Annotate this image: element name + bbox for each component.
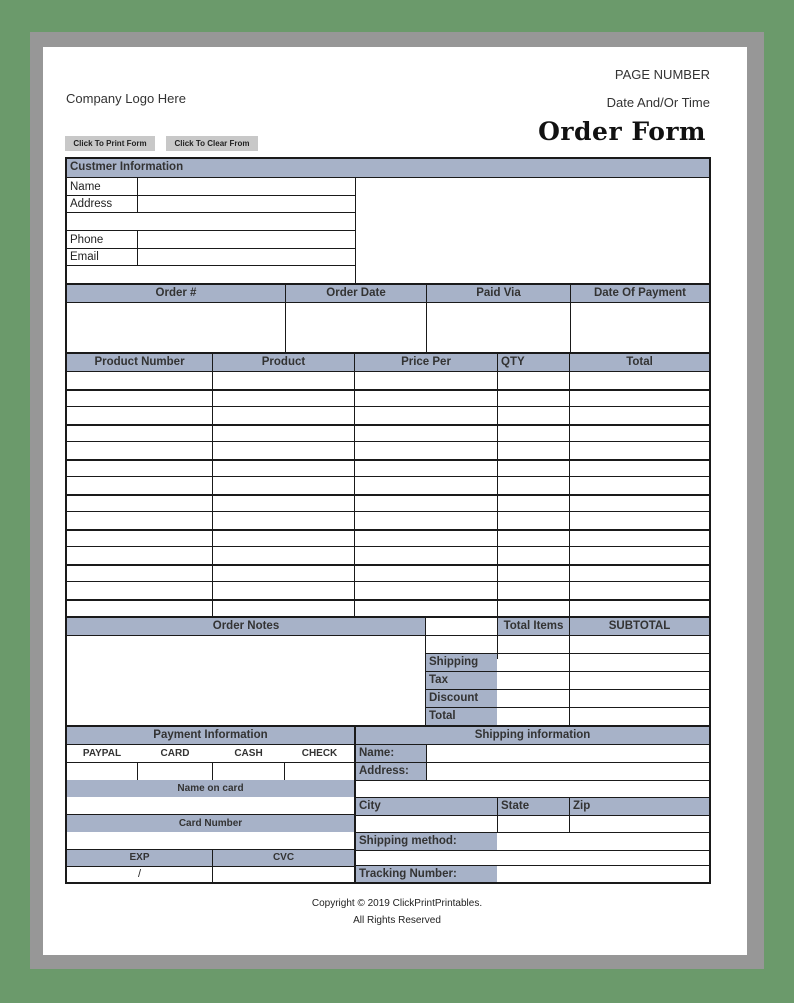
price-per-cell[interactable] bbox=[355, 460, 497, 477]
paid-via-header: Paid Via bbox=[427, 285, 570, 302]
price-per-cell[interactable] bbox=[355, 512, 497, 529]
order-date-input[interactable] bbox=[286, 303, 426, 352]
shipping-extra-input[interactable] bbox=[356, 851, 709, 865]
payment-method-card: CARD bbox=[160, 748, 190, 759]
zip-label: Zip bbox=[570, 798, 709, 815]
payment-method-paypal: PAYPAL bbox=[82, 748, 122, 759]
name-on-card-input[interactable] bbox=[67, 797, 354, 814]
customer-email-label: Email bbox=[70, 251, 99, 263]
city-input[interactable] bbox=[356, 816, 497, 832]
product-number-cell[interactable] bbox=[67, 530, 212, 547]
order-form bbox=[65, 157, 711, 884]
qty-cell[interactable] bbox=[498, 425, 569, 442]
payment-header: Payment Information bbox=[67, 727, 354, 744]
exp-header: EXP bbox=[67, 850, 212, 866]
tracking-number-label: Tracking Number: bbox=[356, 866, 497, 882]
page-number: PAGE NUMBER bbox=[614, 67, 710, 82]
qty-cell[interactable] bbox=[498, 600, 569, 617]
qty-cell[interactable] bbox=[498, 512, 569, 529]
qty-cell[interactable] bbox=[498, 372, 569, 389]
check-checkbox[interactable] bbox=[285, 763, 354, 780]
product-number-cell[interactable] bbox=[67, 372, 212, 389]
product-number-cell[interactable] bbox=[67, 512, 212, 529]
qty-cell[interactable] bbox=[498, 530, 569, 547]
price-per-cell[interactable] bbox=[355, 530, 497, 547]
date-of-payment-header: Date Of Payment bbox=[571, 285, 709, 302]
price-per-cell[interactable] bbox=[355, 565, 497, 582]
product-cell[interactable] bbox=[213, 390, 354, 407]
qty-cell[interactable] bbox=[498, 582, 569, 599]
date-time: Date And/Or Time bbox=[606, 95, 710, 110]
price-per-header: Price Per bbox=[355, 354, 497, 371]
shipping-cost-input[interactable] bbox=[570, 654, 709, 671]
product-cell[interactable] bbox=[213, 477, 354, 494]
grand-total-label: Total bbox=[426, 708, 497, 725]
qty-cell[interactable] bbox=[498, 495, 569, 512]
shipping-header: Shipping information bbox=[356, 727, 709, 744]
order-date-header: Order Date bbox=[286, 285, 426, 302]
price-per-cell[interactable] bbox=[355, 390, 497, 407]
subtotal-header: SUBTOTAL bbox=[570, 618, 709, 635]
product-number-cell[interactable] bbox=[67, 425, 212, 442]
ship-address-input[interactable] bbox=[427, 763, 709, 780]
customer-email-input[interactable] bbox=[138, 249, 355, 266]
product-cell[interactable] bbox=[213, 565, 354, 582]
ship-name-label: Name: bbox=[356, 745, 426, 762]
card-number-input[interactable] bbox=[67, 832, 354, 849]
exp-input[interactable] bbox=[67, 867, 212, 882]
qty-cell[interactable] bbox=[498, 565, 569, 582]
total-cell[interactable] bbox=[570, 460, 709, 477]
city-label: City bbox=[356, 798, 497, 815]
total-cell[interactable] bbox=[570, 547, 709, 564]
cvc-header: CVC bbox=[213, 850, 354, 866]
total-items-input[interactable] bbox=[498, 636, 569, 653]
price-per-cell[interactable] bbox=[355, 407, 497, 424]
form-title: Order Form bbox=[538, 117, 706, 146]
product-number-header: Product Number bbox=[67, 354, 212, 371]
product-cell[interactable] bbox=[213, 600, 354, 617]
print-form-button[interactable]: Click To Print Form bbox=[65, 136, 155, 151]
qty-cell[interactable] bbox=[498, 390, 569, 407]
product-number-cell[interactable] bbox=[67, 442, 212, 459]
total-items-header: Total Items bbox=[498, 618, 569, 635]
total-cell[interactable] bbox=[570, 390, 709, 407]
order-number-input[interactable] bbox=[67, 303, 285, 352]
price-per-cell[interactable] bbox=[355, 582, 497, 599]
total-cell[interactable] bbox=[570, 442, 709, 459]
tax-label: Tax bbox=[426, 672, 497, 689]
product-cell[interactable] bbox=[213, 495, 354, 512]
exp-slash: / bbox=[137, 868, 142, 880]
product-cell[interactable] bbox=[213, 407, 354, 424]
date-of-payment-input[interactable] bbox=[571, 303, 709, 352]
rights-text: All Rights Reserved bbox=[353, 915, 441, 926]
product-number-cell[interactable] bbox=[67, 477, 212, 494]
clear-form-button[interactable]: Click To Clear From bbox=[166, 136, 258, 151]
payment-method-check: CHECK bbox=[301, 748, 338, 759]
price-per-cell[interactable] bbox=[355, 425, 497, 442]
shipping-cost-label: Shipping bbox=[426, 654, 497, 671]
cvc-input[interactable] bbox=[213, 867, 354, 882]
company-logo-placeholder: Company Logo Here bbox=[66, 91, 186, 106]
discount-input[interactable] bbox=[570, 690, 709, 707]
card-number-header: Card Number bbox=[67, 815, 354, 832]
customer-address-input[interactable] bbox=[138, 196, 355, 230]
name-on-card-header: Name on card bbox=[67, 780, 354, 797]
subtotal-input[interactable] bbox=[570, 636, 709, 653]
copyright-text: Copyright © 2019 ClickPrintPrintables. bbox=[311, 898, 483, 909]
ship-address-line2-input[interactable] bbox=[356, 781, 709, 797]
paypal-checkbox[interactable] bbox=[67, 763, 137, 780]
zip-input[interactable] bbox=[570, 816, 709, 832]
customer-section-header: Custmer Information bbox=[67, 159, 709, 177]
price-per-cell[interactable] bbox=[355, 372, 497, 389]
price-per-cell[interactable] bbox=[355, 477, 497, 494]
product-header: Product bbox=[213, 354, 354, 371]
total-cell[interactable] bbox=[570, 372, 709, 389]
qty-cell[interactable] bbox=[498, 547, 569, 564]
total-cell[interactable] bbox=[570, 600, 709, 617]
state-input[interactable] bbox=[498, 816, 569, 832]
total-cell[interactable] bbox=[570, 425, 709, 442]
customer-notes-area[interactable] bbox=[356, 178, 709, 283]
qty-cell[interactable] bbox=[498, 442, 569, 459]
product-cell[interactable] bbox=[213, 425, 354, 442]
shipping-method-input[interactable] bbox=[498, 833, 709, 850]
customer-phone-label: Phone bbox=[70, 234, 104, 246]
total-cell[interactable] bbox=[570, 582, 709, 599]
product-cell[interactable] bbox=[213, 582, 354, 599]
product-number-cell[interactable] bbox=[67, 600, 212, 617]
product-number-cell[interactable] bbox=[67, 460, 212, 477]
total-cell[interactable] bbox=[570, 495, 709, 512]
product-number-cell[interactable] bbox=[67, 582, 212, 599]
qty-header: QTY bbox=[498, 354, 569, 371]
product-number-cell[interactable] bbox=[67, 565, 212, 582]
product-cell[interactable] bbox=[213, 547, 354, 564]
cash-checkbox[interactable] bbox=[213, 763, 284, 780]
order-notes-header: Order Notes bbox=[67, 618, 425, 635]
qty-cell[interactable] bbox=[498, 460, 569, 477]
price-per-cell[interactable] bbox=[355, 495, 497, 512]
product-cell[interactable] bbox=[213, 442, 354, 459]
total-cell[interactable] bbox=[570, 477, 709, 494]
total-header: Total bbox=[570, 354, 709, 371]
product-cell[interactable] bbox=[213, 530, 354, 547]
qty-cell[interactable] bbox=[498, 477, 569, 494]
product-number-cell[interactable] bbox=[67, 407, 212, 424]
customer-name-label: Name bbox=[70, 181, 101, 193]
price-per-cell[interactable] bbox=[355, 600, 497, 617]
product-cell[interactable] bbox=[213, 460, 354, 477]
price-per-cell[interactable] bbox=[355, 547, 497, 564]
product-number-cell[interactable] bbox=[67, 390, 212, 407]
ship-address-label: Address: bbox=[356, 763, 426, 780]
state-label: State bbox=[498, 798, 569, 815]
tax-input[interactable] bbox=[570, 672, 709, 689]
qty-cell[interactable] bbox=[498, 407, 569, 424]
total-cell[interactable] bbox=[570, 407, 709, 424]
total-cell[interactable] bbox=[570, 565, 709, 582]
product-cell[interactable] bbox=[213, 372, 354, 389]
customer-name-input[interactable] bbox=[138, 178, 355, 195]
paid-via-input[interactable] bbox=[427, 303, 570, 352]
grand-total-input[interactable] bbox=[570, 708, 709, 725]
product-cell[interactable] bbox=[213, 512, 354, 529]
customer-phone-input[interactable] bbox=[138, 231, 355, 248]
payment-method-cash: CASH bbox=[234, 748, 263, 759]
shipping-method-label: Shipping method: bbox=[356, 833, 497, 850]
product-number-cell[interactable] bbox=[67, 495, 212, 512]
order-notes-input[interactable] bbox=[67, 636, 425, 725]
total-cell[interactable] bbox=[570, 530, 709, 547]
order-number-header: Order # bbox=[67, 285, 285, 302]
total-cell[interactable] bbox=[570, 512, 709, 529]
product-number-cell[interactable] bbox=[67, 547, 212, 564]
price-per-cell[interactable] bbox=[355, 442, 497, 459]
tracking-number-input[interactable] bbox=[498, 866, 709, 882]
customer-address-label: Address bbox=[70, 198, 113, 210]
card-checkbox[interactable] bbox=[138, 763, 212, 780]
ship-name-input[interactable] bbox=[427, 745, 709, 762]
discount-label: Discount bbox=[426, 690, 497, 707]
